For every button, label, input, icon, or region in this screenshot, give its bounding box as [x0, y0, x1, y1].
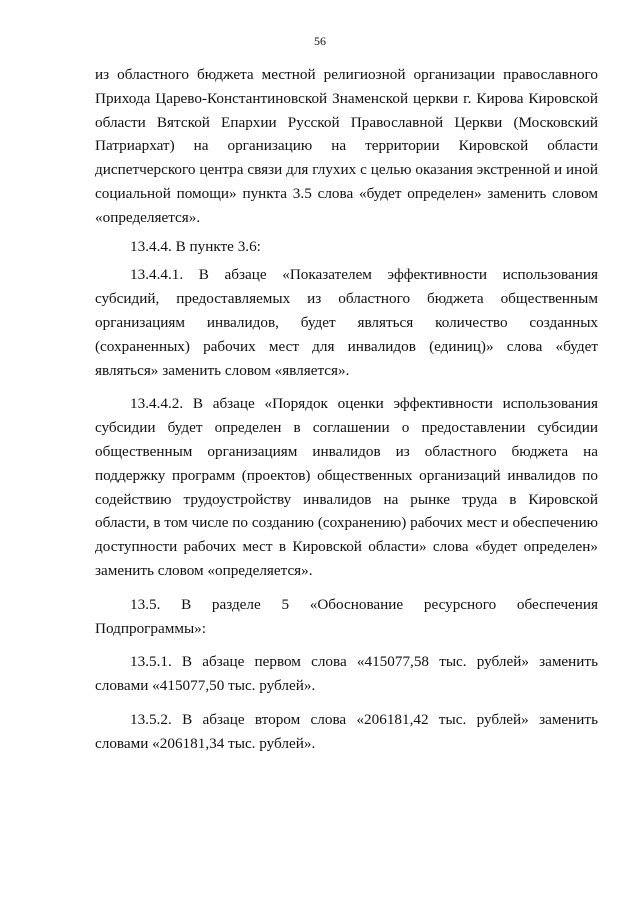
paragraph-13-5-2: 13.5.2. В абзаце втором слова «206181,42 тыс. рублей» заменить словами «206181,34 тыс. рублей». — [95, 710, 598, 752]
paragraph-continuation: из областного бюджета местной религиозной организации православного Прихода Царево-Константиновской Знаменской церкви г. Кирова Кировской области Вятской Епархии Русской Православной Церкви (Московский Патриархат) на организацию на территории Кировской области диспетчерского центра связи для глухих с целью оказания экстренной и иной социальной помощи» пункта 3.5 слова «будет определен» заменить словом «определяется». — [95, 66, 598, 226]
paragraph-13-4-4-2: 13.4.4.2. В абзаце «Порядок оценки эффективности использования субсидии будет определен в соглашении о предоставлении субсидии общественным организациям инвалидов из областного бюджета на поддержку программ (проектов) общественных организаций инвалидов по содействию трудоустройству инвалидов на рынке труда в Кировской области, в том числе по созданию (сохранению) рабочих мест и обеспечению доступности рабочих мест в Кировской области» слова «будет определен» заменить словом «определяется». — [95, 395, 598, 579]
paragraph-13-5-1: 13.5.1. В абзаце первом слова «415077,58 тыс. рублей» заменить словами «415077,50 тыс. рублей». — [95, 653, 598, 695]
paragraph-13-4-4-1: 13.4.4.1. В абзаце «Показателем эффективности использования субсидий, предоставляемых из областного бюджета общественным организациям инвалидов, будет являться количество созданных (сохраненных) рабочих мест для инвалидов (единиц)» слова «будет являться» заменить словом «является». — [95, 266, 598, 379]
page-number: 56 — [314, 34, 326, 48]
paragraph-13-5: 13.5. В разделе 5 «Обоснование ресурсного обеспечения Подпрограммы»: — [95, 595, 598, 637]
paragraph-13-4-4: 13.4.4. В пункте 3.6: — [130, 237, 261, 255]
document-body — [95, 63, 598, 756]
